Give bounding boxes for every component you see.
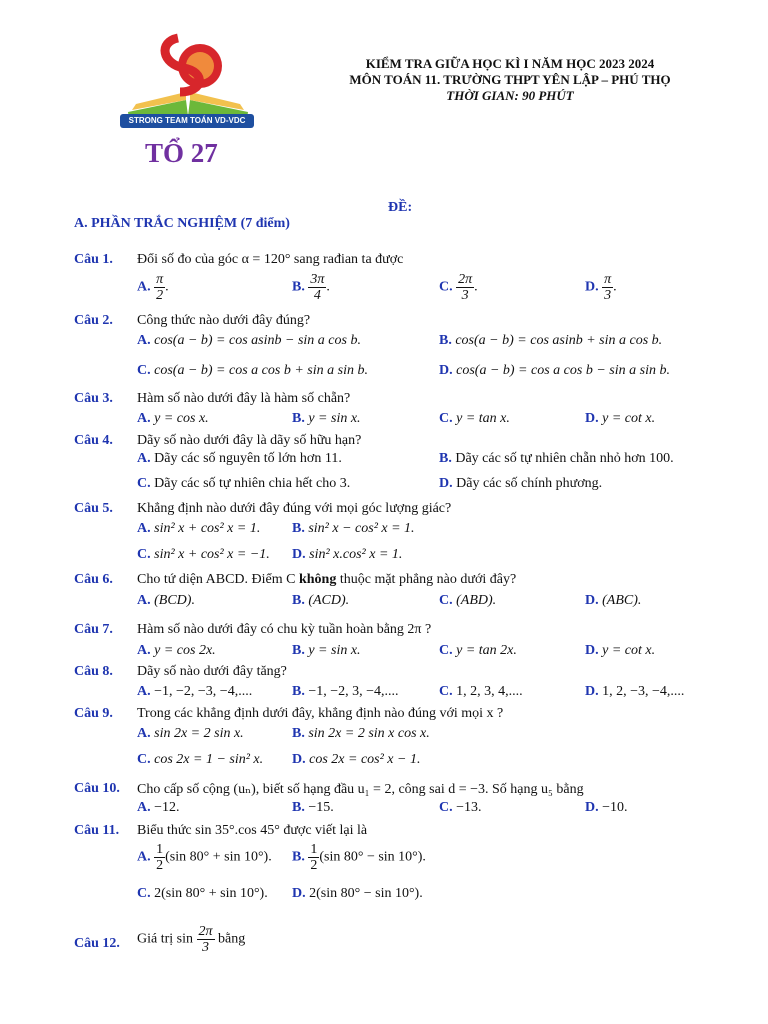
question-text: Dãy số nào dưới đây tăng? bbox=[137, 664, 287, 679]
option-label: A. bbox=[137, 411, 151, 426]
q6-option-b bbox=[292, 593, 349, 609]
q4-option-d bbox=[439, 476, 602, 492]
q11-option-a bbox=[137, 842, 272, 873]
question-text: Trong các khẳng định dưới đây, khẳng định nào đúng với mọi x ? bbox=[137, 706, 504, 721]
q7-option-a bbox=[137, 643, 216, 659]
team-name: TỔ 27 bbox=[145, 138, 218, 168]
option-value: Dãy các số tự nhiên chẵn nhỏ hơn 100. bbox=[455, 451, 674, 466]
option-value: cos 2x = cos² x − 1. bbox=[309, 752, 421, 767]
q10-option-a bbox=[137, 800, 180, 816]
text-part: Cho tứ diện ABCD. Điểm C bbox=[137, 572, 299, 587]
logo-caption: STRONG TEAM TOÁN VD-VDC bbox=[120, 114, 254, 128]
option-label: A. bbox=[137, 726, 151, 741]
question-text: Công thức nào dưới đây đúng? bbox=[137, 313, 311, 328]
q4-option-b bbox=[439, 451, 674, 467]
question-number: Câu 5. bbox=[74, 501, 113, 516]
text-part: thuộc mặt phẳng nào dưới đây? bbox=[336, 572, 517, 587]
option-label: D. bbox=[585, 800, 599, 815]
numerator: 2π bbox=[458, 272, 473, 287]
option-value: −1, −2, −3, −4,.... bbox=[154, 684, 253, 699]
option-value: y = cot x. bbox=[602, 643, 656, 658]
option-value: 2(sin 80° + sin 10°). bbox=[154, 886, 268, 901]
option-label: C. bbox=[439, 411, 453, 426]
question-number: Câu 10. bbox=[74, 781, 120, 796]
question-number: Câu 1. bbox=[74, 252, 113, 267]
option-value: 1, 2, 3, 4,.... bbox=[456, 684, 523, 699]
fraction bbox=[308, 272, 326, 303]
q10-option-b bbox=[292, 800, 334, 816]
option-label: A. bbox=[137, 593, 151, 608]
question-12 bbox=[0, 924, 768, 960]
option-label: C. bbox=[439, 684, 453, 699]
q8-option-d bbox=[585, 684, 684, 700]
question-9 bbox=[0, 706, 768, 728]
option-label: B. bbox=[292, 684, 305, 699]
question-text: Đổi số đo của góc α = 120° sang rađian ta được bbox=[137, 252, 404, 267]
q10-option-d bbox=[585, 800, 628, 816]
option-value: Dãy các số tự nhiên chia hết cho 3. bbox=[154, 476, 351, 491]
fraction bbox=[197, 924, 215, 955]
option-label: B. bbox=[292, 521, 305, 536]
option-value: −1, −2, 3, −4,.... bbox=[308, 684, 399, 699]
question-number: Câu 3. bbox=[74, 391, 113, 406]
question-text: Hàm số nào dưới đây có chu kỳ tuần hoàn bằng 2π ? bbox=[137, 622, 432, 637]
option-label: B. bbox=[439, 451, 452, 466]
option-label: D. bbox=[585, 279, 599, 295]
option-label: B. bbox=[292, 643, 305, 658]
question-2 bbox=[0, 313, 768, 335]
option-label: A. bbox=[137, 451, 151, 466]
question-7 bbox=[0, 622, 768, 644]
q10-option-c bbox=[439, 800, 482, 816]
q3-option-d bbox=[585, 411, 655, 427]
option-label: A. bbox=[137, 800, 151, 815]
numerator: π bbox=[604, 272, 612, 287]
q11-option-d bbox=[292, 886, 423, 902]
option-label: C. bbox=[137, 752, 151, 767]
question-number: Câu 6. bbox=[74, 572, 113, 587]
q5-option-a bbox=[137, 521, 260, 537]
option-label: B. bbox=[292, 800, 305, 815]
denominator: 2 bbox=[156, 288, 164, 303]
text-part: bằng bbox=[218, 931, 246, 947]
q7-option-c bbox=[439, 643, 517, 659]
fraction bbox=[456, 272, 474, 303]
q6-option-d bbox=[585, 593, 641, 609]
fraction bbox=[154, 272, 165, 303]
fraction-half: $\frac{1}{2}$ bbox=[310, 842, 318, 873]
q2-option-a bbox=[137, 333, 361, 349]
question-text bbox=[137, 572, 516, 588]
option-label: A. bbox=[137, 521, 151, 536]
q6-option-a bbox=[137, 593, 195, 609]
exam-header bbox=[300, 56, 720, 104]
option-value: (ABD). bbox=[456, 593, 497, 608]
q3-option-b bbox=[292, 411, 361, 427]
option-c: C. $\frac{2\pi}{3}$ . bbox=[439, 272, 478, 303]
option-label: D. bbox=[585, 684, 599, 699]
section-title: A. PHẦN TRẮC NGHIỆM (7 điểm) bbox=[74, 216, 290, 231]
option-label: D. bbox=[585, 593, 599, 608]
option-value: cos(a − b) = cos asinb − sin a cos b. bbox=[154, 333, 361, 348]
option-value: y = sin x. bbox=[308, 411, 361, 426]
option-label: C. bbox=[439, 643, 453, 658]
option-label: C. bbox=[137, 547, 151, 562]
option-value: sin² x + cos² x = −1. bbox=[154, 547, 270, 562]
q9-option-d bbox=[292, 752, 420, 768]
text-part: Giá trị sin bbox=[137, 931, 193, 947]
question-number: Câu 8. bbox=[74, 664, 113, 679]
option-label: C. bbox=[439, 279, 453, 295]
option-d: D. $\frac{\pi}{3}$ . bbox=[585, 272, 617, 303]
header-line-3: THỜI GIAN: 90 PHÚT bbox=[446, 88, 574, 103]
option-label: C. bbox=[439, 593, 453, 608]
fraction bbox=[602, 272, 613, 303]
question-6 bbox=[0, 572, 768, 594]
header-line-1: KIỂM TRA GIỮA HỌC KÌ I NĂM HỌC 2023 2024 bbox=[365, 56, 655, 71]
option-label: D. bbox=[292, 886, 306, 901]
fraction-half: $\frac{1}{2}$ bbox=[156, 842, 164, 873]
option-value: (sin 80° − sin 10°). bbox=[319, 849, 426, 865]
option-label: B. bbox=[292, 279, 305, 295]
question-text: Biểu thức sin 35°.cos 45° được viết lại là bbox=[137, 823, 368, 838]
denominator: 3 bbox=[461, 288, 469, 303]
option-value: y = cos 2x. bbox=[154, 643, 216, 658]
option-value: 2(sin 80° − sin 10°). bbox=[309, 886, 423, 901]
option-label: D. bbox=[292, 752, 306, 767]
logo bbox=[118, 30, 258, 135]
q2-option-b bbox=[439, 333, 662, 349]
option-value: −12. bbox=[154, 800, 180, 815]
option-label: A. bbox=[137, 849, 151, 865]
option-value: Dãy các số chính phương. bbox=[456, 476, 603, 491]
option-value: 1, 2, −3, −4,.... bbox=[602, 684, 685, 699]
denominator: 4 bbox=[313, 288, 321, 303]
q5-option-d bbox=[292, 547, 402, 563]
denominator: 3 bbox=[604, 288, 612, 303]
option-value: y = tan 2x. bbox=[456, 643, 517, 658]
option-label: A. bbox=[137, 643, 151, 658]
option-label: B. bbox=[292, 593, 305, 608]
option-label: A. bbox=[137, 279, 151, 295]
option-value: y = tan x. bbox=[456, 411, 510, 426]
option-label: D. bbox=[585, 411, 599, 426]
question-number: Câu 7. bbox=[74, 622, 113, 637]
q4-option-c bbox=[137, 476, 350, 492]
option-value: cos(a − b) = cos a cos b − sin a sin b. bbox=[456, 363, 670, 378]
option-value: (ABC). bbox=[602, 593, 642, 608]
q7-option-b bbox=[292, 643, 361, 659]
option-value: sin² x + cos² x = 1. bbox=[154, 521, 261, 536]
question-8 bbox=[0, 664, 768, 686]
option-label: A. bbox=[137, 333, 151, 348]
option-label: D. bbox=[439, 363, 453, 378]
option-a: A. $\frac{\pi}{2}$ . bbox=[137, 272, 169, 303]
question-text bbox=[137, 924, 245, 955]
question-5 bbox=[0, 501, 768, 523]
numerator: π bbox=[156, 272, 164, 287]
option-label: C. bbox=[439, 800, 453, 815]
option-value: (BCD). bbox=[154, 593, 195, 608]
q3-option-c bbox=[439, 411, 510, 427]
option-label: A. bbox=[137, 684, 151, 699]
option-value: (sin 80° + sin 10°). bbox=[165, 849, 272, 865]
q9-option-b bbox=[292, 726, 430, 742]
option-label: C. bbox=[137, 476, 151, 491]
option-label: C. bbox=[137, 886, 151, 901]
denominator: 3 bbox=[202, 940, 209, 955]
option-value: sin² x − cos² x = 1. bbox=[308, 521, 415, 536]
q8-option-a bbox=[137, 684, 252, 700]
q2-option-c bbox=[137, 363, 368, 379]
text-bold: không bbox=[298, 572, 337, 587]
option-value: sin 2x = 2 sin x. bbox=[154, 726, 244, 741]
option-value: −13. bbox=[456, 800, 482, 815]
question-3 bbox=[0, 391, 768, 413]
question-number: Câu 9. bbox=[74, 706, 113, 721]
q4-option-a bbox=[137, 451, 342, 467]
question-number: Câu 4. bbox=[74, 433, 113, 448]
q2-option-d bbox=[439, 363, 670, 379]
option-b: B. $\frac{3\pi}{4}$ . bbox=[292, 272, 330, 303]
q5-option-b bbox=[292, 521, 415, 537]
question-number: Câu 11. bbox=[74, 823, 120, 838]
q9-option-c bbox=[137, 752, 263, 768]
question-1 bbox=[0, 252, 768, 274]
q8-option-b bbox=[292, 684, 399, 700]
q9-option-a bbox=[137, 726, 244, 742]
numerator: 2π bbox=[198, 924, 213, 939]
q7-option-d bbox=[585, 643, 655, 659]
option-value: y = cos x. bbox=[154, 411, 209, 426]
question-number: Câu 12. bbox=[74, 936, 120, 951]
option-value: −10. bbox=[602, 800, 628, 815]
question-text: Khẳng định nào dưới đây đúng với mọi góc lượng giác? bbox=[137, 501, 452, 516]
option-value: (ACD). bbox=[308, 593, 350, 608]
q6-option-c bbox=[439, 593, 496, 609]
option-value: cos(a − b) = cos a cos b + sin a sin b. bbox=[154, 363, 368, 378]
option-label: D. bbox=[439, 476, 453, 491]
option-value: y = sin x. bbox=[308, 643, 361, 658]
option-value: cos(a − b) = cos asinb + sin a cos b. bbox=[455, 333, 663, 348]
question-text: Dãy số nào dưới đây là dãy số hữu hạn? bbox=[137, 433, 362, 448]
option-label: B. bbox=[292, 849, 305, 865]
question-10 bbox=[0, 781, 768, 803]
option-value: cos 2x = 1 − sin² x. bbox=[154, 752, 264, 767]
option-label: B. bbox=[439, 333, 452, 348]
header-line-2: MÔN TOÁN 11. TRƯỜNG THPT YÊN LẬP – PHÚ THỌ bbox=[349, 72, 671, 87]
q8-option-c bbox=[439, 684, 523, 700]
option-label: D. bbox=[585, 643, 599, 658]
option-value: sin 2x = 2 sin x cos x. bbox=[308, 726, 430, 741]
q3-option-a bbox=[137, 411, 209, 427]
de-label: ĐỀ: bbox=[388, 200, 413, 215]
question-text: Cho cấp số cộng (uₙ), biết số hạng đầu u₁ = 2, công sai d = −3. Số hạng u₅ bằng bbox=[137, 782, 584, 797]
option-value: −15. bbox=[308, 800, 334, 815]
option-label: B. bbox=[292, 726, 305, 741]
option-label: C. bbox=[137, 363, 151, 378]
q5-option-c bbox=[137, 547, 270, 563]
option-label: B. bbox=[292, 411, 305, 426]
numerator: 3π bbox=[310, 272, 325, 287]
option-value: Dãy các số nguyên tố lớn hơn 11. bbox=[154, 451, 342, 466]
question-text: Hàm số nào dưới đây là hàm số chẵn? bbox=[137, 391, 351, 406]
q11-option-c bbox=[137, 886, 268, 902]
q11-option-b bbox=[292, 842, 426, 873]
question-number: Câu 2. bbox=[74, 313, 113, 328]
option-value: y = cot x. bbox=[602, 411, 656, 426]
option-value: sin² x.cos² x = 1. bbox=[309, 547, 403, 562]
option-label: D. bbox=[292, 547, 306, 562]
